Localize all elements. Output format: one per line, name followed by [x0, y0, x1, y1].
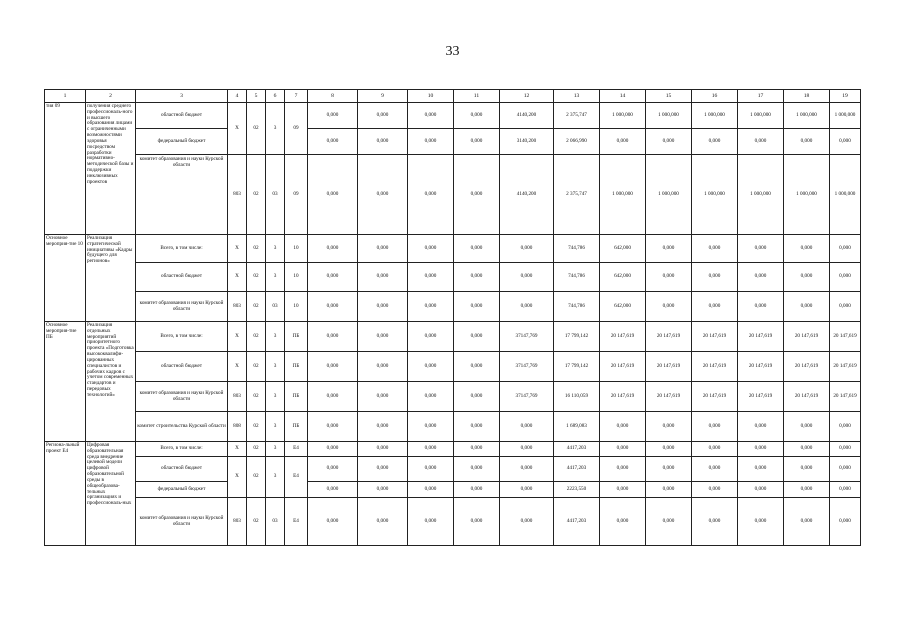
- value-cell: 1 000,000: [738, 155, 784, 235]
- funding-source: областной бюджет: [136, 103, 228, 129]
- measure-number: ПБ: [285, 412, 308, 442]
- value-cell: 642,000: [600, 292, 646, 322]
- section-code: 02: [247, 103, 266, 155]
- value-cell: 20 147,619: [738, 382, 784, 412]
- value-cell: 0,000: [830, 235, 861, 263]
- value-cell: 0,000: [308, 129, 358, 155]
- value-cell: 4140,200: [500, 155, 554, 235]
- funding-source: Всего, в том числе:: [136, 442, 228, 457]
- value-cell: 0,000: [784, 129, 830, 155]
- funding-source: федеральный бюджет: [136, 482, 228, 498]
- value-cell: 20 147,619: [738, 322, 784, 352]
- grbs-code: 803: [228, 382, 247, 412]
- header-row: [45, 90, 861, 103]
- value-cell: 0,000: [454, 457, 500, 482]
- value-cell: 0,000: [408, 412, 454, 442]
- subprogram-code: 03: [266, 292, 285, 322]
- table-row: [45, 498, 861, 546]
- value-cell: 0,000: [358, 129, 408, 155]
- value-cell: 1 000,000: [784, 103, 830, 129]
- value-cell: 0,000: [358, 412, 408, 442]
- funding-source: комитет образования и науки Курской области: [136, 155, 228, 235]
- value-cell: 0,000: [408, 322, 454, 352]
- page-number: 33: [445, 44, 460, 59]
- table-row: [45, 412, 861, 442]
- value-cell: 0,000: [600, 457, 646, 482]
- value-cell: 0,000: [454, 292, 500, 322]
- funding-source: Всего, в том числе:: [136, 235, 228, 263]
- value-cell: 20 147,619: [830, 352, 861, 382]
- value-cell: 0,000: [408, 129, 454, 155]
- value-cell: 0,000: [454, 322, 500, 352]
- value-cell: 0,000: [784, 482, 830, 498]
- value-cell: 0,000: [646, 263, 692, 292]
- value-cell: 0,000: [500, 457, 554, 482]
- measure-number: Е4: [285, 498, 308, 546]
- subprogram-code: 3: [266, 322, 285, 352]
- grbs-code: 808: [228, 412, 247, 442]
- subprogram-code: 3: [266, 352, 285, 382]
- value-cell: 0,000: [830, 292, 861, 322]
- value-cell: 20 147,619: [692, 382, 738, 412]
- funding-source: комитет строительства Курской области: [136, 412, 228, 442]
- value-cell: 0,000: [738, 442, 784, 457]
- value-cell: 20 147,619: [692, 352, 738, 382]
- value-cell: 0,000: [646, 498, 692, 546]
- value-cell: 1 000,000: [692, 103, 738, 129]
- value-cell: 0,000: [738, 457, 784, 482]
- grbs-code: X: [228, 352, 247, 382]
- value-cell: 0,000: [738, 263, 784, 292]
- value-cell: 0,000: [692, 292, 738, 322]
- column-header: 6: [266, 90, 285, 103]
- value-cell: 0,000: [358, 352, 408, 382]
- funding-source: областной бюджет: [136, 352, 228, 382]
- value-cell: 0,000: [408, 292, 454, 322]
- section-code: 02: [247, 292, 266, 322]
- value-cell: 20 147,619: [646, 322, 692, 352]
- value-cell: 0,000: [738, 412, 784, 442]
- measure-number: Е4: [285, 457, 308, 498]
- subprogram-code: 3: [266, 103, 285, 155]
- measure-name: Цифровая образовательная среда внедрение целевой модели цифровой образовательной среды в общеобразова-тельных организациях и профессиональ-ных: [86, 442, 136, 546]
- value-cell: 0,000: [408, 263, 454, 292]
- value-cell: 20 147,619: [600, 382, 646, 412]
- column-header: 1: [45, 90, 86, 103]
- value-cell: 0,000: [692, 457, 738, 482]
- grbs-code: X: [228, 442, 247, 457]
- value-cell: 0,000: [646, 457, 692, 482]
- measure-code: тия 09: [45, 103, 86, 235]
- column-header: 14: [600, 90, 646, 103]
- value-cell: 1 000,000: [830, 103, 861, 129]
- column-header: 8: [308, 90, 358, 103]
- value-cell: 1 000,000: [784, 155, 830, 235]
- value-cell: 0,000: [600, 129, 646, 155]
- table-row: [45, 482, 861, 498]
- value-cell: 0,000: [692, 482, 738, 498]
- column-header: 15: [646, 90, 692, 103]
- value-cell: 0,000: [308, 498, 358, 546]
- value-cell: 0,000: [308, 103, 358, 129]
- grbs-code: 803: [228, 155, 247, 235]
- value-cell: 37147,769: [500, 322, 554, 352]
- subprogram-code: 3: [266, 263, 285, 292]
- value-cell: 0,000: [784, 263, 830, 292]
- value-cell: 0,000: [830, 263, 861, 292]
- value-cell: 0,000: [692, 263, 738, 292]
- value-cell: 0,000: [646, 292, 692, 322]
- measure-number: Е4: [285, 442, 308, 457]
- table-row: [45, 263, 861, 292]
- column-header: 12: [500, 90, 554, 103]
- value-cell: 0,000: [646, 482, 692, 498]
- column-header: 11: [454, 90, 500, 103]
- section-code: 02: [247, 352, 266, 382]
- value-cell: 0,000: [500, 498, 554, 546]
- grbs-code: 803: [228, 498, 247, 546]
- section-code: 02: [247, 155, 266, 235]
- value-cell: 0,000: [738, 129, 784, 155]
- measure-code: Регионa-льный проект Е4: [45, 442, 86, 546]
- value-cell: 1 000,000: [646, 155, 692, 235]
- value-cell: 0,000: [408, 352, 454, 382]
- value-cell: 0,000: [358, 442, 408, 457]
- measure-number: 10: [285, 263, 308, 292]
- measure-code: Основное мероприя-тие ПБ: [45, 322, 86, 442]
- column-header: 5: [247, 90, 266, 103]
- value-cell: 4417,203: [554, 498, 600, 546]
- column-header: 19: [830, 90, 861, 103]
- value-cell: 2 375,747: [554, 103, 600, 129]
- subprogram-code: 3: [266, 442, 285, 457]
- value-cell: 744,786: [554, 263, 600, 292]
- column-header: 3: [136, 90, 228, 103]
- value-cell: 0,000: [692, 412, 738, 442]
- value-cell: 0,000: [454, 482, 500, 498]
- value-cell: 0,000: [358, 482, 408, 498]
- table-row: [45, 103, 861, 129]
- column-header: 10: [408, 90, 454, 103]
- measure-name: получения среднего профессиональ-ного и высшего образования лицами с ограниченными возможностями здоровья посредством разработки нормативно-методической базы и поддержки инклюзивных проектов: [86, 103, 136, 235]
- value-cell: 2 375,747: [554, 155, 600, 235]
- value-cell: 0,000: [692, 442, 738, 457]
- funding-source: областной бюджет: [136, 263, 228, 292]
- value-cell: 0,000: [784, 292, 830, 322]
- value-cell: 0,000: [358, 382, 408, 412]
- value-cell: 0,000: [500, 482, 554, 498]
- table-row: [45, 442, 861, 457]
- value-cell: 0,000: [408, 457, 454, 482]
- value-cell: 0,000: [408, 442, 454, 457]
- column-header: 17: [738, 90, 784, 103]
- section-code: 02: [247, 412, 266, 442]
- value-cell: 0,000: [500, 412, 554, 442]
- value-cell: 0,000: [358, 155, 408, 235]
- value-cell: 0,000: [408, 498, 454, 546]
- value-cell: 0,000: [358, 292, 408, 322]
- table-row: [45, 235, 861, 263]
- value-cell: 0,000: [600, 412, 646, 442]
- value-cell: 2 066,990: [554, 129, 600, 155]
- value-cell: 20 147,619: [646, 352, 692, 382]
- value-cell: 0,000: [358, 457, 408, 482]
- value-cell: 744,786: [554, 292, 600, 322]
- value-cell: 0,000: [308, 322, 358, 352]
- subprogram-code: 3: [266, 382, 285, 412]
- value-cell: 0,000: [454, 498, 500, 546]
- value-cell: 0,000: [646, 412, 692, 442]
- column-header: 7: [285, 90, 308, 103]
- measure-name: Реализация стратегической инициативы «Кадры будущего для регионов»: [86, 235, 136, 322]
- value-cell: 0,000: [738, 482, 784, 498]
- value-cell: 16 110,059: [554, 382, 600, 412]
- funding-source: комитет образования и науки Курской области: [136, 498, 228, 546]
- value-cell: 1 000,000: [692, 155, 738, 235]
- measure-number: 10: [285, 235, 308, 263]
- funding-source: федеральный бюджет: [136, 129, 228, 155]
- value-cell: 4140,200: [500, 103, 554, 129]
- column-header: 13: [554, 90, 600, 103]
- value-cell: 20 147,619: [784, 382, 830, 412]
- value-cell: 0,000: [500, 235, 554, 263]
- subprogram-code: 3: [266, 412, 285, 442]
- value-cell: 0,000: [500, 292, 554, 322]
- value-cell: 0,000: [454, 382, 500, 412]
- section-code: 02: [247, 442, 266, 457]
- budget-table: [44, 89, 861, 546]
- section-code: 02: [247, 322, 266, 352]
- subprogram-code: 03: [266, 498, 285, 546]
- subprogram-code: 3: [266, 457, 285, 498]
- value-cell: 1 000,000: [646, 103, 692, 129]
- value-cell: 0,000: [454, 263, 500, 292]
- value-cell: 0,000: [408, 482, 454, 498]
- value-cell: 0,000: [500, 263, 554, 292]
- value-cell: 4417,203: [554, 442, 600, 457]
- value-cell: 0,000: [308, 442, 358, 457]
- value-cell: 1 000,000: [738, 103, 784, 129]
- section-code: 02: [247, 498, 266, 546]
- value-cell: 0,000: [454, 352, 500, 382]
- value-cell: 20 147,619: [784, 352, 830, 382]
- value-cell: 20 147,619: [692, 322, 738, 352]
- value-cell: 0,000: [600, 442, 646, 457]
- value-cell: 0,000: [358, 235, 408, 263]
- value-cell: 1 000,000: [600, 155, 646, 235]
- value-cell: 3140,200: [500, 129, 554, 155]
- value-cell: 0,000: [358, 263, 408, 292]
- column-header: 4: [228, 90, 247, 103]
- value-cell: 37147,769: [500, 352, 554, 382]
- measure-number: ПБ: [285, 322, 308, 352]
- value-cell: 744,786: [554, 235, 600, 263]
- value-cell: 0,000: [600, 482, 646, 498]
- value-cell: 0,000: [408, 103, 454, 129]
- funding-source: областной бюджет: [136, 457, 228, 482]
- value-cell: 20 147,619: [830, 382, 861, 412]
- value-cell: 0,000: [408, 382, 454, 412]
- grbs-code: X: [228, 457, 247, 498]
- value-cell: 0,000: [830, 442, 861, 457]
- value-cell: 0,000: [784, 457, 830, 482]
- measure-code: Основное мероприя-тие 10: [45, 235, 86, 322]
- value-cell: 0,000: [738, 292, 784, 322]
- value-cell: 0,000: [358, 322, 408, 352]
- value-cell: 17 799,142: [554, 352, 600, 382]
- value-cell: 20 147,619: [600, 352, 646, 382]
- measure-number: 10: [285, 292, 308, 322]
- measure-number: 09: [285, 103, 308, 155]
- value-cell: 0,000: [784, 412, 830, 442]
- value-cell: 0,000: [454, 442, 500, 457]
- measure-name: Реализация отдельных мероприятий приоритетного проекта «Подготовка высококвалифи-цированных специалистов и рабочих кадров с учетом современных стандартов и передовых технологий»: [86, 322, 136, 442]
- value-cell: 0,000: [830, 412, 861, 442]
- value-cell: 0,000: [308, 263, 358, 292]
- funding-source: комитет образования и науки Курской области: [136, 382, 228, 412]
- value-cell: 0,000: [308, 352, 358, 382]
- grbs-code: X: [228, 263, 247, 292]
- value-cell: 4417,203: [554, 457, 600, 482]
- table-row: [45, 352, 861, 382]
- value-cell: 0,000: [646, 129, 692, 155]
- funding-source: Всего, в том числе:: [136, 322, 228, 352]
- value-cell: 0,000: [500, 442, 554, 457]
- value-cell: 0,000: [454, 103, 500, 129]
- value-cell: 0,000: [646, 235, 692, 263]
- value-cell: 20 147,619: [830, 322, 861, 352]
- value-cell: 0,000: [358, 498, 408, 546]
- section-code: 02: [247, 382, 266, 412]
- value-cell: 0,000: [308, 155, 358, 235]
- value-cell: 0,000: [454, 155, 500, 235]
- value-cell: 0,000: [646, 442, 692, 457]
- measure-number: ПБ: [285, 382, 308, 412]
- value-cell: 0,000: [784, 235, 830, 263]
- value-cell: 0,000: [308, 292, 358, 322]
- value-cell: 0,000: [408, 155, 454, 235]
- table-row: [45, 322, 861, 352]
- value-cell: 20 147,619: [600, 322, 646, 352]
- value-cell: 0,000: [738, 498, 784, 546]
- value-cell: 17 799,142: [554, 322, 600, 352]
- value-cell: 20 147,619: [784, 322, 830, 352]
- subprogram-code: 03: [266, 155, 285, 235]
- value-cell: 0,000: [692, 235, 738, 263]
- value-cell: 0,000: [830, 482, 861, 498]
- value-cell: 1 689,083: [554, 412, 600, 442]
- value-cell: 20 147,619: [646, 382, 692, 412]
- grbs-code: X: [228, 235, 247, 263]
- table-row: [45, 292, 861, 322]
- value-cell: 0,000: [308, 235, 358, 263]
- table-row: [45, 129, 861, 155]
- value-cell: 0,000: [308, 457, 358, 482]
- value-cell: 0,000: [738, 235, 784, 263]
- value-cell: 0,000: [784, 498, 830, 546]
- value-cell: 0,000: [830, 457, 861, 482]
- section-code: 02: [247, 235, 266, 263]
- grbs-code: X: [228, 103, 247, 155]
- value-cell: 0,000: [454, 235, 500, 263]
- subprogram-code: 3: [266, 235, 285, 263]
- section-code: 02: [247, 457, 266, 498]
- funding-source: комитет образования и науки Курской области: [136, 292, 228, 322]
- grbs-code: X: [228, 322, 247, 352]
- column-header: 16: [692, 90, 738, 103]
- table-row: [45, 382, 861, 412]
- value-cell: 0,000: [784, 442, 830, 457]
- value-cell: 642,000: [600, 235, 646, 263]
- section-code: 02: [247, 263, 266, 292]
- value-cell: 20 147,619: [738, 352, 784, 382]
- value-cell: 0,000: [408, 235, 454, 263]
- value-cell: 0,000: [692, 129, 738, 155]
- value-cell: 0,000: [308, 412, 358, 442]
- value-cell: 0,000: [358, 103, 408, 129]
- value-cell: 0,000: [308, 482, 358, 498]
- value-cell: 642,000: [600, 263, 646, 292]
- grbs-code: 803: [228, 292, 247, 322]
- value-cell: 0,000: [830, 129, 861, 155]
- measure-number: 09: [285, 155, 308, 235]
- value-cell: 1 000,000: [600, 103, 646, 129]
- table-row: [45, 155, 861, 235]
- value-cell: 0,000: [454, 129, 500, 155]
- value-cell: 37147,769: [500, 382, 554, 412]
- table-row: [45, 457, 861, 482]
- value-cell: 0,000: [308, 382, 358, 412]
- value-cell: 0,000: [454, 412, 500, 442]
- value-cell: 2223,550: [554, 482, 600, 498]
- value-cell: 1 000,000: [830, 155, 861, 235]
- column-header: 2: [86, 90, 136, 103]
- value-cell: 0,000: [830, 498, 861, 546]
- column-header: 18: [784, 90, 830, 103]
- measure-number: ПБ: [285, 352, 308, 382]
- value-cell: 0,000: [692, 498, 738, 546]
- value-cell: 0,000: [600, 498, 646, 546]
- column-header: 9: [358, 90, 408, 103]
